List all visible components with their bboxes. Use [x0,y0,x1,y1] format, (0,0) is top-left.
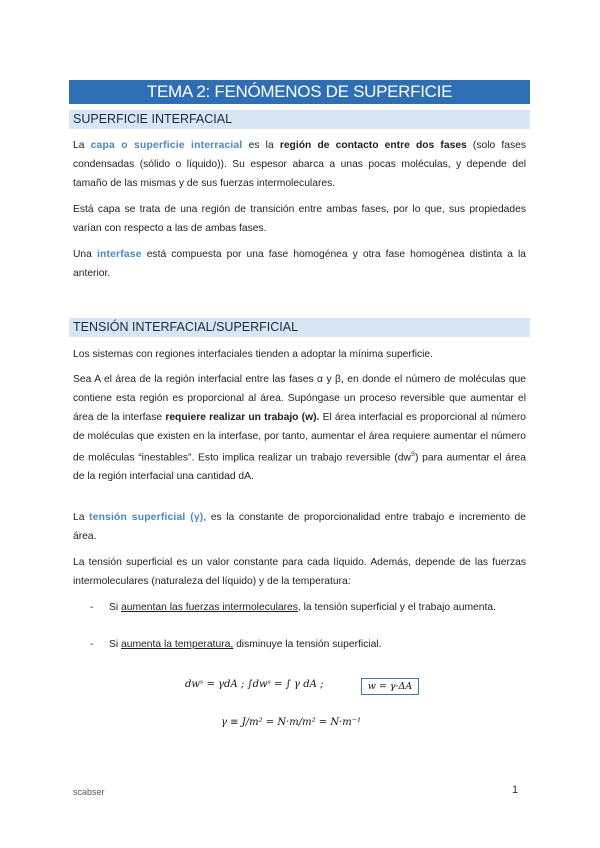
handwritten-equation-units: γ ≡ J/m² = N·m/m² = N·m⁻¹ [221,717,362,728]
paragraph-transicion: Está capa se trata de una región de transición entre ambas fases, por lo que, sus propiedades varían con respecto a las de ambas fases. [73,204,526,234]
page-title: TEMA 2: FENÓMENOS DE SUPERFICIE [69,80,530,104]
highlight-term: capa o superficie interracial [90,140,243,151]
page-number: 1 [512,784,519,796]
paragraph-area-interfacial: Sea A el área de la región interfacial entre las fases α y β, en donde el número de moléculas que contiene esta región es proporcional al área. Supóngase un proceso reversible que aumentar el área de la interfase requiere realizar un trabajo (w). El área interfacial es proporcional al número de moléculas que existen en la interfase, por tanto, aumentar el área requiere aumentar el número de moléculas “inestables”. Esto implica realizar un trabajo reversible $(dw^S)$ para aumentar el área de la región interfacial una cantidad dA. [73,374,527,483]
footer-author: scabser [73,787,105,797]
list-item: - Si aumenta la temperatura, disminuye la tensión superficial. [90,639,382,650]
section-heading-tension-interfacial: TENSIÓN INTERFACIAL/SUPERFICIAL [69,318,530,337]
handwritten-equation-work: dwˢ = γdA ; ∫dwˢ = ∫ γ dA ; [185,679,324,690]
paragraph-interfase: Una interfase está compuesta por una fase homogénea y otra fase homogénea distinta a la anterior. [73,249,526,279]
bold-term: requiere realizar un trabajo (w). [165,412,320,423]
paragraph-tension-superficial: La tensión superficial (γ), es la constante de proporcionalidad entre trabajo e incremento de área. [73,512,526,542]
boxed-equation: w = γ·ΔA [361,678,419,695]
paragraph-minima-superficie: Los sistemas con regiones interfaciales tienden a adoptar la mínima superficie. [73,349,434,360]
section-heading-superficie-interfacial: SUPERFICIE INTERFACIAL [69,110,530,129]
highlight-term: tensión superficial (γ) [89,512,204,523]
highlight-term: interfase [96,249,142,260]
list-item: - Si aumentan las fuerzas intermoleculares, la tensión superficial y el trabajo aumenta. [90,602,496,613]
paragraph-valor-constante: La tensión superficial es un valor constante para cada líquido. Además, depende de las fuerzas intermoleculares (naturaleza del líquido) y de la temperatura: [73,557,526,587]
paragraph-capa-superficie: La capa o superficie interracial es la región de contacto entre dos fases (solo fases condensadas (sólido o líquido)). Su espesor abarca a unas pocas moléculas, y depende del tamaño de las mismas y de sus fuerzas intermoleculares. [73,140,527,189]
bold-term: región de contacto entre dos fases [279,140,467,151]
